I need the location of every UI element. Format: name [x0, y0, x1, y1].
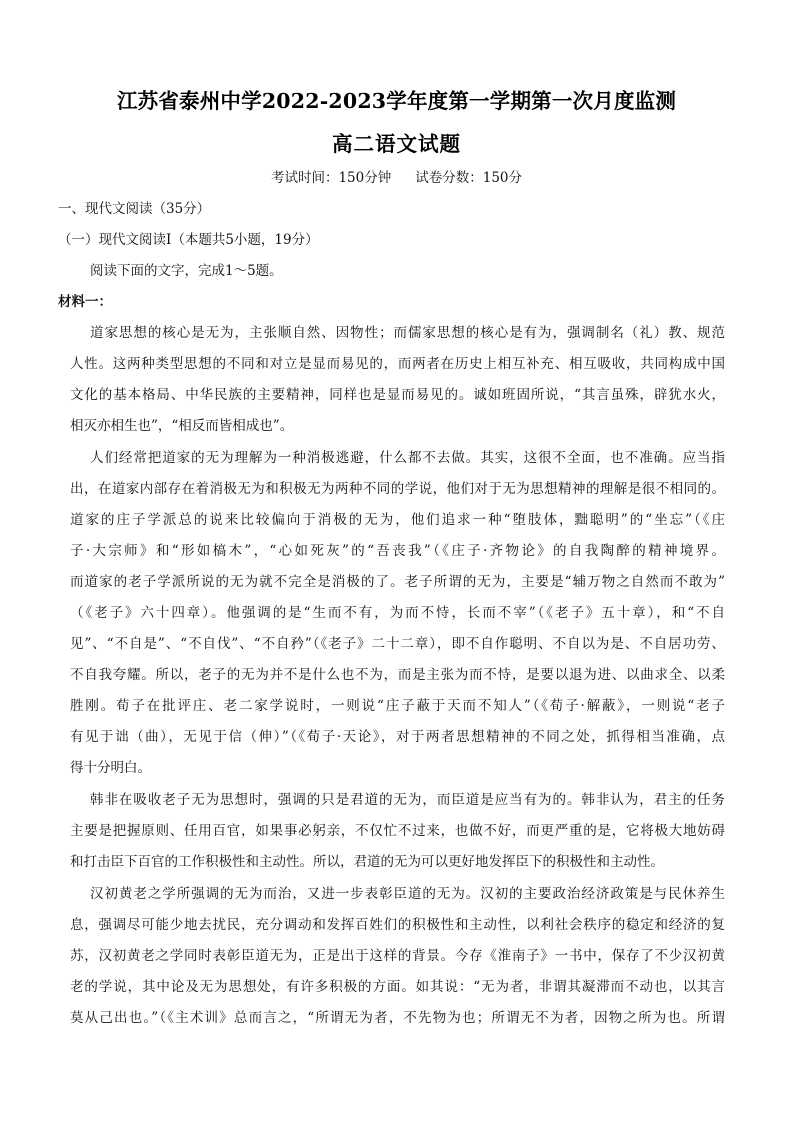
paragraph-line: 而道家的老子学派所说的无为就不完全是消极的了。老子所谓的无为，主要是“辅万物之自然而不敢为” [70, 574, 725, 590]
paragraph-line: （《老子》六十四章）。他强调的是“生而不有，为而不恃，长而不宰”（《老子》五十章），和“不自 [70, 605, 725, 621]
reading-instruction: 阅读下面的文字，完成1～5题。 [90, 263, 283, 279]
paragraph-line: 和打击臣下百官的工作积极性和主动性。所以，君道的无为可以更好地发挥臣下的积极性和主动性。 [70, 854, 664, 870]
exam-score: 试卷分数：150分 [415, 170, 523, 186]
material-label: 材料一： [58, 294, 112, 310]
document-subtitle: 高二语文试题 [332, 132, 461, 156]
exam-time: 考试时间：150分钟 [270, 170, 392, 186]
paragraph-line: 不自我夸耀。所以，老子的无为并不是什么也不为，而是主张为而不恃，是要以退为进、以曲求全、以柔 [70, 667, 725, 683]
paragraph-line: 人性。这两种类型思想的不同和对立是显而易见的，而两者在历史上相互补充、相互吸收，共同构成中国 [70, 356, 725, 372]
paragraph-line: 见”、“不自是”、“不自伐”、“不自矜”（《老子》二十二章），即不自作聪明、不自以为是、不自居功劳、 [70, 636, 725, 652]
exam-info [0, 166, 793, 186]
paragraph-line: 主要是把握原则、任用百官，如果事必躬亲，不仅忙不过来，也做不好，而更严重的是，它将极大地妨碍 [70, 823, 725, 839]
paragraph-line: 出，在道家内部存在着消极无为和积极无为两种不同的学说，他们对于无为思想精神的理解是很不相同的。 [70, 481, 725, 497]
paragraph-line: 老的学说，其中论及无为思想处，有许多积极的方面。如其说：“无为者，非谓其凝滞而不动也，以其言 [70, 979, 725, 995]
paragraph-line: 有见于诎（曲），无见于信（伸）”（《荀子·天论》，对于两者思想精神的不同之处，抓得相当准确，点 [70, 729, 725, 745]
paragraph-line: 道家思想的核心是无为，主张顺自然、因物性；而儒家思想的核心是有为，强调制名（礼）教、规范 [90, 325, 725, 341]
paragraph-line: 文化的基本格局、中华民族的主要精神，同样也是显而易见的。诚如班固所说，“其言虽殊，辟犹水火， [70, 387, 725, 403]
section-heading: 一、现代文阅读（35分） [58, 201, 211, 217]
paragraph-line: 得十分明白。 [70, 760, 151, 776]
paragraph-line: 相灭亦相生也”，“相反而皆相成也”。 [70, 418, 294, 434]
paragraph-line: 息，强调尽可能少地去扰民，充分调动和发挥百姓们的积极性和主动性，以利社会秩序的稳定和经济的复 [70, 917, 725, 933]
paragraph-line: 苏，汉初黄老之学同时表彰臣道无为，正是出于这样的背景。今存《淮南子》一书中，保存了不少汉初黄 [70, 948, 725, 964]
paragraph-line: 韩非在吸收老子无为思想时，强调的只是君道的无为，而臣道是应当有为的。韩非认为，君主的任务 [90, 792, 725, 808]
paragraph-line: 子·大宗师》和“形如槁木”，“心如死灰”的“吾丧我”（《庄子·齐物论》的自我陶醉的精神境界。 [70, 543, 725, 559]
paragraph-line: 莫从己出也。”（《主术训》总而言之，“所谓无为者，不先物为也；所谓无不为者，因物之所为也。所谓 [70, 1010, 725, 1026]
document-title: 江苏省泰州中学2022-2023学年度第一学期第一次月度监测 [116, 89, 677, 113]
paragraph-line: 人们经常把道家的无为理解为一种消极逃避，什么都不去做。其实，这很不全面，也不准确。应当指 [90, 450, 725, 466]
paragraph-line: 胜刚。荀子在批评庄、老二家学说时，一则说“庄子蔽于天而不知人”（《荀子·解蔽》，一则说“老子 [70, 698, 725, 714]
subsection-heading: （一）现代文阅读Ⅰ（本题共5小题，19分） [58, 232, 319, 248]
paragraph-line: 道家的庄子学派总的说来比较偏向于消极的无为，他们追求一种“堕肢体，黜聪明”的“坐忘”（《庄 [70, 512, 725, 528]
paragraph-line: 汉初黄老之学所强调的无为而治，又进一步表彰臣道的无为。汉初的主要政治经济政策是与民休养生 [90, 886, 725, 902]
